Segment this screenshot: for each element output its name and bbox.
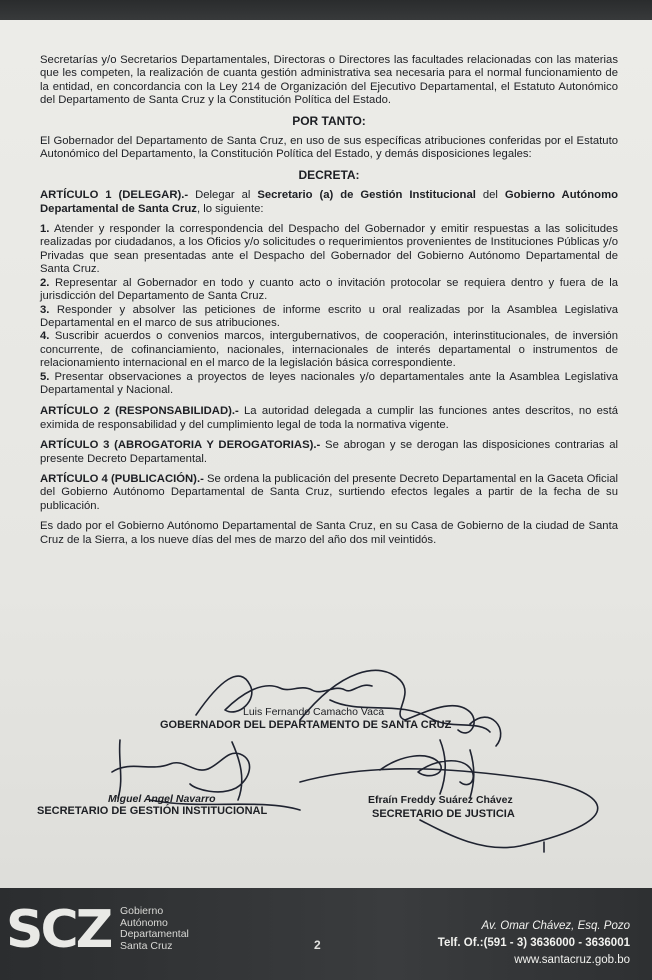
governor-title: GOBERNADOR DEL DEPARTAMENTO DE SANTA CRUZ <box>160 719 452 731</box>
article-1-delegate: Secretario (a) de Gestión Institucional <box>257 189 476 202</box>
article-1-entity: Gobierno Autónomo Departamental de Santa Cruz <box>40 189 619 215</box>
article-3-title: ARTÍCULO 3 (ABROGATORIA Y DEROGATORIAS).- <box>40 439 321 452</box>
article-3-text: Se abrogan y se derogan las disposiciones contrarias al presente Decreto Departamental. <box>40 439 618 465</box>
article-1-post: , lo siguiente: <box>196 202 264 215</box>
list-item-number: 3. <box>40 303 50 316</box>
article-2 <box>40 405 618 432</box>
org-line: Gobierno <box>120 905 164 917</box>
decreta-heading: DECRETA: <box>298 167 360 182</box>
page-number: 2 <box>314 938 321 952</box>
handwritten-signatures <box>0 660 652 870</box>
article-1-pre: Delegar al <box>188 189 258 202</box>
article-2-text: La autoridad delegada a cumplir las funciones antes descritos, no está eximida de responsabilidad y del cumplimiento legal de toda la normativa vigente. <box>40 405 619 431</box>
list-item-text: Responder y absolver las peticiones de informe escrito u oral realizadas por la Asamblea Legislativa Departamental en el marco de sus atribuciones. <box>40 303 618 329</box>
list-item-number: 2. <box>40 276 50 289</box>
address: Av. Omar Chávez, Esq. Pozo <box>481 920 630 932</box>
secretary-2-name: Efraín Freddy Suárez Chávez <box>368 794 513 806</box>
article-2-title: ARTÍCULO 2 (RESPONSABILIDAD).- <box>40 405 239 418</box>
phone: Telf. Of.:(591 - 3) 3636000 - 3636001 <box>437 937 630 949</box>
document-body <box>40 54 618 554</box>
article-4-text: Se ordena la publicación del presente Decreto Departamental en la Gaceta Oficial del Gobierno Autónomo Departamental de Santa Cruz, surtiendo efectos legales a partir de la fecha de su publicación. <box>40 472 618 512</box>
governor-name: Luis Fernando Camacho Vaca <box>243 706 385 718</box>
organization-name <box>120 906 189 952</box>
contact-info <box>438 918 630 969</box>
list-item-text: Suscribir acuerdos o convenios marcos, intergubernativos, de cooperación, interinstitucionales, de inversión concurrente, de cofinanciamiento, nacionales, internacionales de interés departamental o instrumentos de relacionamiento internacional en el marco de la legislación básica correspondiente. <box>40 330 618 370</box>
article-4-title: ARTÍCULO 4 (PUBLICACIÓN).- <box>40 472 204 485</box>
list-item <box>40 304 618 331</box>
preamble-paragraph: El Gobernador del Departamento de Santa Cruz, en uso de sus específicas atribuciones conferidas por el Estatuto Autonómico del Departamento, la Constitución Política del Estado, y demás disposiciones legales: <box>40 135 618 161</box>
secretary-2-title: SECRETARIO DE JUSTICIA <box>372 808 515 820</box>
org-line: Autónomo <box>120 916 168 929</box>
closing-paragraph: Es dado por el Gobierno Autónomo Departamental de Santa Cruz, en su Casa de Gobierno de la ciudad de Santa Cruz de la Sierra, a los nueve días del mes de marzo del año dos mil veintidós. <box>40 520 618 546</box>
page-footer <box>0 888 652 980</box>
list-item <box>40 223 618 277</box>
document-page <box>0 20 652 966</box>
list-item-number: 4. <box>40 330 50 343</box>
delegation-list <box>40 223 618 397</box>
list-item-text: Representar al Gobernador en todo y cuanto acto o invitación protocolar se requiera dentro y fuera de la jurisdicción del Departamento de Santa Cruz. <box>40 276 618 303</box>
list-item <box>40 371 618 398</box>
por-tanto-heading: POR TANTO: <box>292 113 366 128</box>
list-item <box>40 330 618 370</box>
article-1-mid: del <box>475 189 505 202</box>
scz-logo: SCZ <box>6 900 111 960</box>
list-item-text: Atender y responder la correspondencia del Despacho del Gobernador y emitir respuestas a las solicitudes realizadas por ciudadanos, a los Oficios y/o solicitudes o requerimientos provenientes de Instituciones Públicas y/o Privadas que sean presentadas ante el Despacho del Gobernador del Gobierno Autónomo Departamental de Santa Cruz. <box>40 223 618 276</box>
list-item-number: 1. <box>40 223 50 236</box>
intro-paragraph: Secretarías y/o Secretarios Departamentales, Directoras o Directores las facultades relacionadas con las materias que les competen, la realización de cuanta gestión administrativa sea necesaria para el normal funcionamiento de la entidad, en concordancia con la Ley 214 de Organización del Ejecutivo Departamental, el Estatuto Autonómico del Departamento de Santa Cruz y la Constitución Política del Estado. <box>40 54 618 107</box>
org-line: Santa Cruz <box>120 939 173 952</box>
article-3 <box>40 439 618 466</box>
list-item-number: 5. <box>40 370 50 383</box>
list-item-text: Presentar observaciones a proyectos de leyes nacionales y/o departamentales ante la Asamblea Legislativa Departamental y Nacional. <box>40 370 618 396</box>
article-4 <box>40 473 618 513</box>
signature-block <box>0 660 652 870</box>
secretary-1-title: SECRETARIO DE GESTIÓN INSTITUCIONAL <box>37 805 268 817</box>
article-1-title: ARTÍCULO 1 (DELEGAR).- <box>40 189 189 202</box>
org-line: Departamental <box>120 928 189 940</box>
secretary-1-name: Miguel Angel Navarro <box>108 793 216 805</box>
list-item <box>40 277 618 304</box>
article-1 <box>40 189 618 216</box>
website-link[interactable]: www.santacruz.gob.bo <box>514 954 630 966</box>
